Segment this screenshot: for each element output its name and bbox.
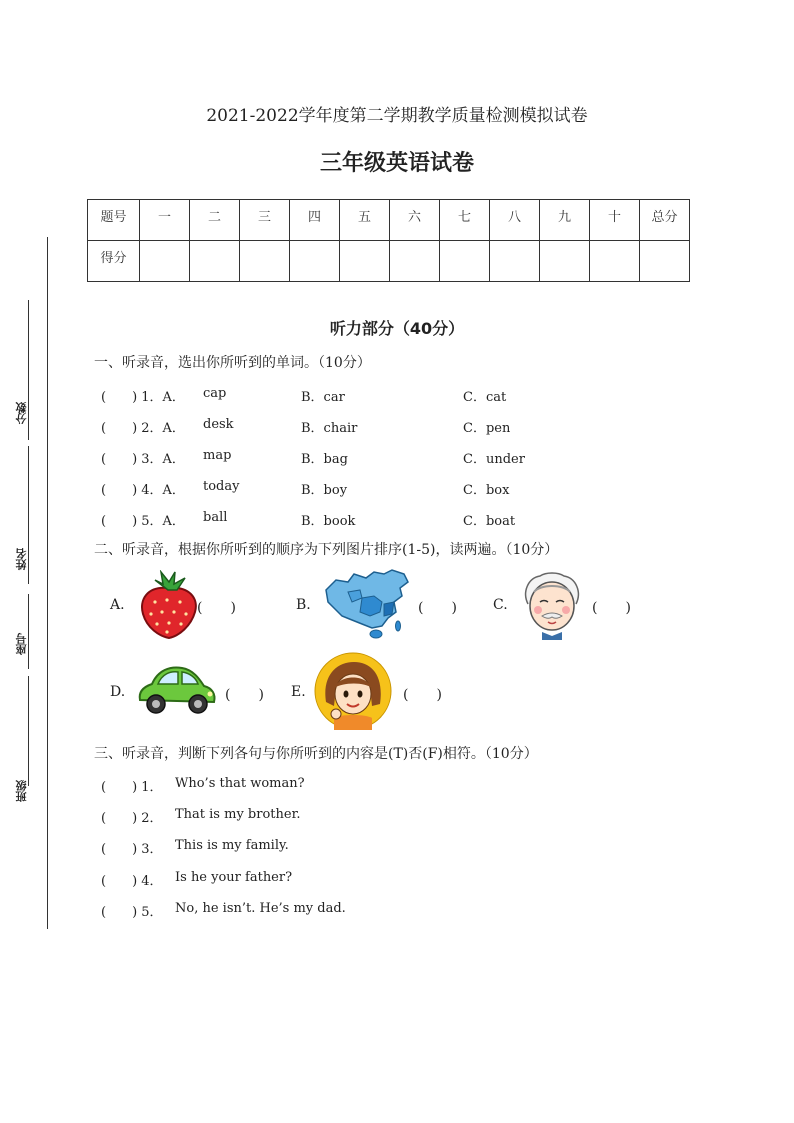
answer-paren-c[interactable]: ( ) — [592, 600, 631, 616]
q1-option-c[interactable]: C．box — [463, 483, 510, 498]
score-header-cell: 十 — [590, 200, 640, 241]
q1-item-number: ( ) 3．A． — [101, 452, 185, 467]
score-header-cell: 九 — [540, 200, 590, 241]
score-table-score-row — [88, 241, 690, 282]
q2-title: 二、听录音，根据你所听到的顺序为下列图片排序(1-5)，读两遍。（10分） — [94, 542, 559, 558]
side-label-class: 班级 — [15, 780, 28, 802]
q1-option-a[interactable]: today — [203, 479, 240, 494]
q3-item-number[interactable]: ( ) 1． — [101, 780, 163, 795]
q3-item-sentence: Who’s that woman? — [175, 776, 305, 791]
score-input-cell[interactable] — [440, 241, 490, 282]
q1-title: 一、听录音，选出你所听到的单词。（10分） — [94, 355, 371, 371]
q3-item-sentence: No, he isn’t. He’s my dad. — [175, 901, 346, 916]
score-table-header-row — [88, 200, 690, 241]
listening-heading: 听力部分（40分） — [329, 319, 465, 338]
q1-option-c[interactable]: C．under — [463, 452, 525, 467]
q1-item — [0, 479, 794, 499]
q3-item-number[interactable]: ( ) 5． — [101, 905, 163, 920]
q1-option-a[interactable]: cap — [203, 386, 227, 401]
score-header-cell: 六 — [390, 200, 440, 241]
q1-option-a[interactable]: map — [203, 448, 232, 463]
strawberry-icon — [137, 570, 199, 640]
q1-item — [0, 448, 794, 468]
q3-item-sentence: That is my brother. — [175, 807, 301, 822]
score-header-cell: 八 — [490, 200, 540, 241]
score-table — [87, 199, 690, 282]
score-input-cell[interactable] — [140, 241, 190, 282]
q3-item — [0, 776, 794, 796]
score-input-cell[interactable] — [340, 241, 390, 282]
picture-label-c: C. — [493, 597, 508, 613]
score-header-cell: 二 — [190, 200, 240, 241]
side-label-score: 分数 — [15, 402, 28, 424]
q3-item-sentence: This is my family. — [175, 838, 289, 853]
q1-item — [0, 510, 794, 530]
score-input-cell[interactable] — [240, 241, 290, 282]
q1-option-b[interactable]: B．car — [301, 390, 345, 405]
q1-option-b[interactable]: B．bag — [301, 452, 348, 467]
score-input-cell[interactable] — [190, 241, 240, 282]
q1-option-a[interactable]: ball — [203, 510, 228, 525]
q3-item-sentence: Is he your father? — [175, 870, 293, 885]
car-icon — [136, 660, 218, 718]
q1-item-number: ( ) 5．A． — [101, 514, 185, 529]
score-header-cell: 一 — [140, 200, 190, 241]
answer-paren-e[interactable]: ( ) — [403, 687, 442, 703]
score-header-cell: 七 — [440, 200, 490, 241]
picture-label-e: E. — [291, 684, 306, 700]
q3-item-number[interactable]: ( ) 4． — [101, 874, 163, 889]
q1-option-c[interactable]: C．cat — [463, 390, 507, 405]
answer-paren-d[interactable]: ( ) — [225, 687, 264, 703]
q1-option-b[interactable]: B．boy — [301, 483, 348, 498]
q3-item — [0, 870, 794, 890]
score-header-cell: 三 — [240, 200, 290, 241]
girl-icon — [314, 652, 392, 730]
score-input-cell[interactable] — [290, 241, 340, 282]
seat-write-line[interactable] — [28, 594, 29, 669]
score-header-cell: 总分 — [640, 200, 690, 241]
class-write-line[interactable] — [28, 676, 29, 786]
exam-title: 2021-2022学年度第二学期教学质量检测模拟试卷 — [206, 106, 588, 126]
q1-item-number: ( ) 4．A． — [101, 483, 185, 498]
score-input-cell[interactable] — [540, 241, 590, 282]
score-input-cell[interactable] — [640, 241, 690, 282]
q1-item-number: ( ) 1．A． — [101, 390, 185, 405]
q3-item-number[interactable]: ( ) 3． — [101, 842, 163, 857]
score-header-cell: 题号 — [88, 200, 140, 241]
q3-item — [0, 901, 794, 921]
china-map-icon — [322, 568, 412, 640]
score-header-cell: 四 — [290, 200, 340, 241]
score-input-cell[interactable] — [590, 241, 640, 282]
answer-paren-a[interactable]: ( ) — [197, 600, 236, 616]
q1-item — [0, 417, 794, 437]
q3-title: 三、听录音，判断下列各句与你所听到的内容是(T)否(F)相符。（10分） — [94, 746, 538, 762]
score-input-cell[interactable] — [390, 241, 440, 282]
q1-item — [0, 386, 794, 406]
q1-item-number: ( ) 2．A． — [101, 421, 185, 436]
picture-label-a: A. — [110, 597, 125, 613]
picture-label-d: D. — [110, 684, 126, 700]
q1-option-b[interactable]: B．book — [301, 514, 356, 529]
answer-paren-b[interactable]: ( ) — [418, 600, 457, 616]
side-label-seat: 座号 — [15, 633, 28, 655]
exam-subtitle: 三年级英语试卷 — [319, 151, 474, 176]
q1-option-a[interactable]: desk — [203, 417, 234, 432]
q3-item-number[interactable]: ( ) 2． — [101, 811, 163, 826]
grandpa-icon — [520, 570, 584, 640]
q3-item — [0, 838, 794, 858]
q1-option-c[interactable]: C．pen — [463, 421, 511, 436]
q1-option-b[interactable]: B．chair — [301, 421, 358, 436]
side-label-name: 姓名 — [15, 548, 28, 570]
q3-item — [0, 807, 794, 827]
score-input-cell[interactable] — [490, 241, 540, 282]
score-header-cell: 五 — [340, 200, 390, 241]
q1-option-c[interactable]: C．boat — [463, 514, 516, 529]
picture-label-b: B. — [296, 597, 311, 613]
score-label-cell: 得分 — [88, 241, 140, 282]
